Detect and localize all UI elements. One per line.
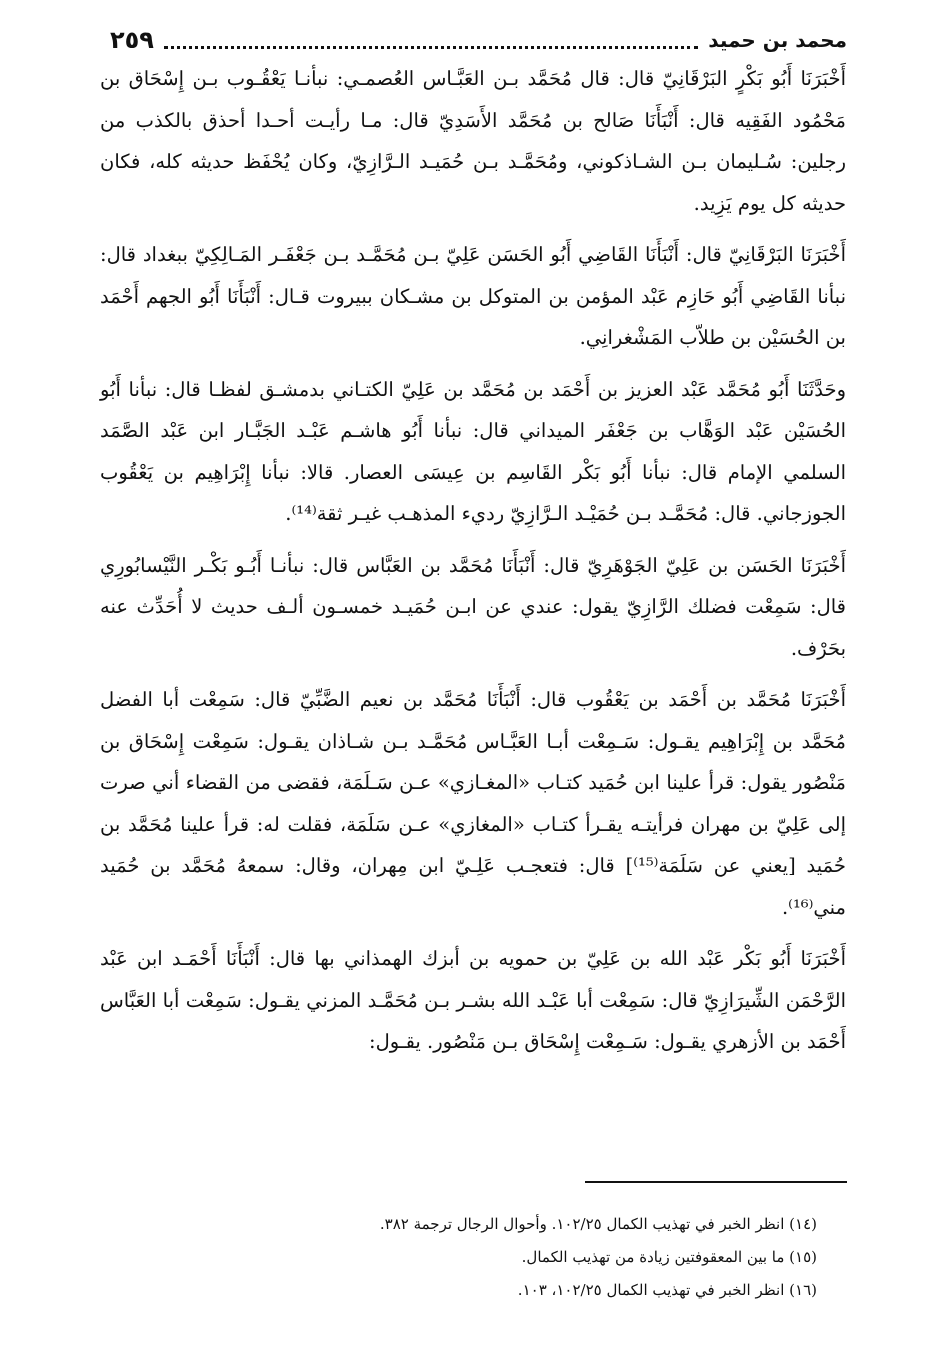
paragraph-4: أَخْبَرَنَا الحَسَن بن عَلِيّ الجَوْهَرِيّ قال: أَنْبَأَنَا مُحَمَّد بن العَبَّاس قال: نبأنـا أَبُـو بَكْـر النَّيْسابُورِي قال: سَمِعْت فضلك الرَّازِيّ يقول: عندي عن ابـن حُمَيـد خمسـون ألـف حديث لا أُحَدِّث عنه بحَرْف.	[100, 553, 846, 660]
running-title: محمد بن حميد	[708, 28, 847, 52]
paragraph-5: أَخْبَرَنَا مُحَمَّد بن أَحْمَد بن يَعْقُوب قال: أَنْبَأَنَا مُحَمَّد بن نعيم الضَّبِّيّ قال: سَمِعْت أبا الفضل مُحَمَّد بن إِبْرَاهِيم يقـول: سَـمِعْت أبـا العَبَّـاس مُحَمَّـد بـن شـاذان يقـول: سَمِعْت إِسْحَاق بن مَنْصُور يقول: قرأ علينا ابن حُمَيد كتـاب «المغـازي» عـن سَـلَمَة، فقضى من القضاء أني صرت إلى عَلِيّ بن مهران فرأيتـه يقـرأ كتـاب «المغازي» عـن سَلَمَة، فقلت له: قرأ علينا مُحَمَّد بن حُمَيد [يعني عن سَلَمَة⁽¹⁵⁾] قال: فتعجـب عَلِـيّ ابن مِهران، وقال: سمعهُ مُحَمَّد بن حُمَيد مني⁽¹⁶⁾.	[100, 688, 846, 919]
main-text	[100, 58, 846, 1073]
paragraph-1: أَخْبَرَنَا أَبُو بَكْرٍ البَرْقَانِيّ قال: قال مُحَمَّد بـن العَبَّـاس العُصمـي: نبأنـا يَعْقُـوب بـن إِسْحَاق بن مَحْمُود الفَقِيه قال: أَنْبَأَنَا صَالح بن مُحَمَّد الأَسَدِيّ قال: مـا رأيـت أحـدا أحذق بالكذب من رجلين: سُـليمان بـن الشـاذكوني، ومُحَمَّـد بـن حُمَيـد الـرَّازِيّ، وكان يُحْفَظ حديثه كله، فكان حديثه كل يوم يَزِيد.	[100, 67, 846, 215]
footnote-divider	[585, 1181, 847, 1183]
footnote-16: (١٦) انظر الخبر في تهذيب الكمال ١٠٢/٢٥، ١٠٣.	[517, 1281, 817, 1299]
footnote-15: (١٥) ما بين المعقوفتين زيادة من تهذيب الكمال.	[521, 1248, 817, 1266]
paragraph-3: وحَدَّثَنَا أَبُو مُحَمَّد عَبْد العزيز بن أَحْمَد بن مُحَمَّد بن عَلِيّ الكتـاني بدمشـق لفظـا قال: نبأنا أَبُو الحُسَيْن عَبْد الوَهَّاب بن جَعْفَر الميداني قال: نبأنا أَبُو هاشـم عَبْـد الجَبَّـار ابن عَبْد الصَّمَد السلمي الإمام قال: نبأنا أَبُو بَكْر القَاسِم بن عِيسَى العصار. قالا: نبأنا إِبْرَاهِيم بن يَعْقُوب الجوزجاني. قال: مُحَمَّـد بـن حُمَيْـد الـرَّازِيّ رديء المذهـب غيـر ثقة⁽¹⁴⁾.	[100, 377, 846, 525]
paragraph-2: أَخْبَرَنَا البَرْقَانِيّ قال: أَنْبَأَنَا القَاضِي أَبُو الحَسَن عَلِيّ بـن مُحَمَّـد بـن جَعْفَـر المَـالِكِيّ ببغداد قال: نبأنا القَاضِي أَبُو حَازِم عَبْد المؤمن بن المتوكل بن مشـكان ببيروت قـال: أَنْبَأَنَا أَبُو الجهم أَحْمَد بن الحُسَيْن بن طلاّب المَشْغرانِي.	[100, 243, 846, 349]
page-number: ٢٥٩	[110, 26, 154, 54]
leader-dots	[164, 32, 698, 49]
footnote-14: (١٤) انظر الخبر في تهذيب الكمال ١٠٢/٢٥. وأحوال الرجال ترجمة ٣٨٢.	[379, 1215, 817, 1233]
running-header	[110, 20, 847, 60]
paragraph-6: أَخْبَرَنَا أَبُو بَكْر عَبْد الله بن عَلِيّ بن حمويه بن أبزك الهمذاني بها قال: أَنْبَأَنَا أَحْمَـد ابن عَبْد الرَّحْمَن الشِّيرَازِيّ قال: سَمِعْت أبا عَبْـد الله بشـر بـن مُحَمَّـد المزني يقـول: سَمِعْت أبا العَبَّاس أَحْمَد بن الأزهري يقـول: سَـمِعْت إِسْحَاق بـن مَنْصُور. يقـول:	[100, 947, 846, 1053]
footnotes	[177, 1208, 817, 1307]
